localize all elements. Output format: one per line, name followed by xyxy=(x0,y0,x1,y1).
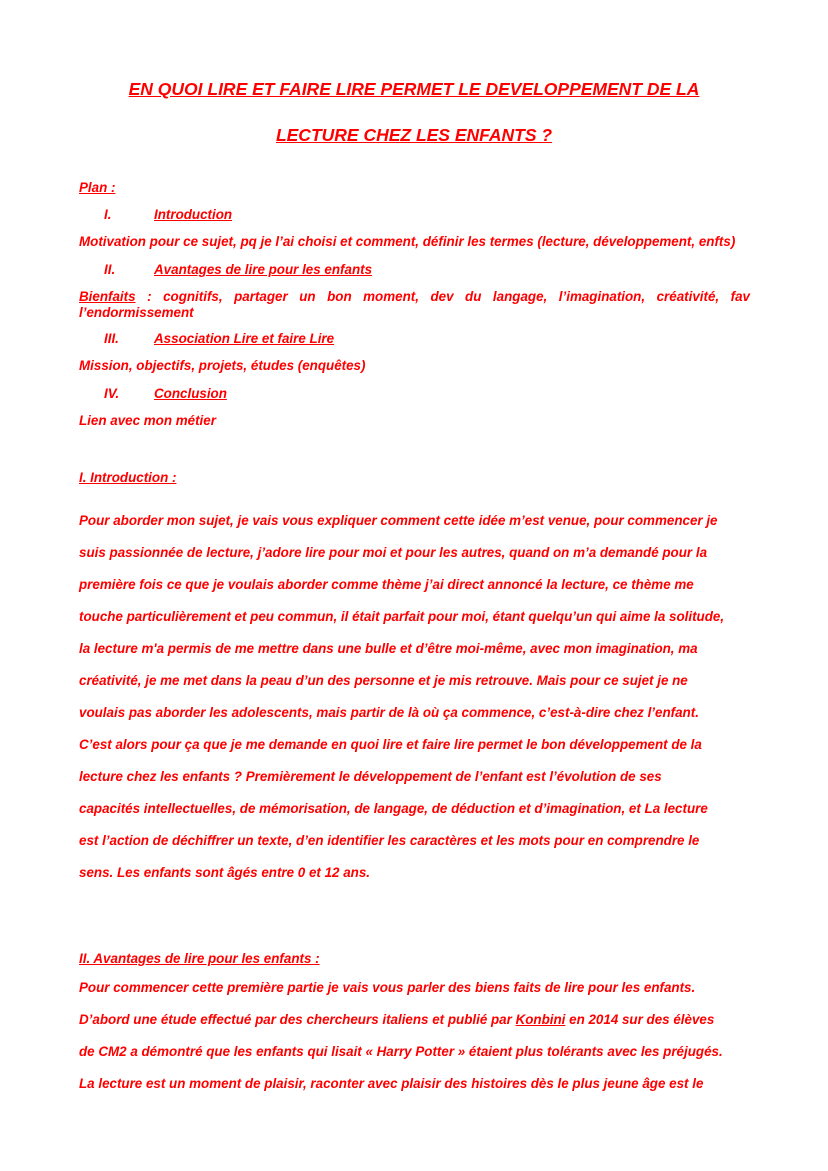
konbini-link: Konbini xyxy=(515,1012,566,1027)
introduction-line: est l’action de déchiffrer un texte, d’en identifier les caractères et les mots pour en comprendre le xyxy=(79,833,700,848)
introduction-line: lecture chez les enfants ? Premièrement le développement de l’enfant est l’évolution de ses xyxy=(79,769,662,784)
plan-title-3: Association Lire et faire Lire xyxy=(154,331,335,346)
introduction-line: première fois ce que je voulais aborder comme thème j’ai direct annoncé la lecture, ce thème me xyxy=(79,577,694,592)
plan-heading: Plan : xyxy=(79,180,116,195)
introduction-heading: I. Introduction : xyxy=(79,470,177,485)
introduction-line: capacités intellectuelles, de mémorisation, de langage, de déduction et d’imagination, et La lecture xyxy=(79,801,708,816)
plan-description-1: Motivation pour ce sujet, pq je l’ai choisi et comment, définir les termes (lecture, développement, enfts) xyxy=(79,234,736,249)
plan-title-2: Avantages de lire pour les enfants xyxy=(154,262,373,277)
advantages-heading: II. Avantages de lire pour les enfants : xyxy=(79,951,320,966)
introduction-line: C’est alors pour ça que je me demande en quoi lire et faire lire permet le bon développement de la xyxy=(79,737,702,752)
plan-title-4: Conclusion xyxy=(154,386,227,401)
document-title-line2: LECTURE CHEZ LES ENFANTS ? xyxy=(275,125,553,145)
plan-number-4: IV. xyxy=(104,386,120,401)
introduction-line: Pour aborder mon sujet, je vais vous expliquer comment cette idée m’est venue, pour commencer je xyxy=(79,513,718,528)
advantages-line: Pour commencer cette première partie je vais vous parler des biens faits de lire pour les enfants. xyxy=(79,980,696,995)
plan-number-3: III. xyxy=(104,331,119,346)
plan-number-2: II. xyxy=(104,262,116,277)
plan-description-3: Mission, objectifs, projets, études (enquêtes) xyxy=(79,358,366,373)
bienfaits-keyword: Bienfaits xyxy=(79,289,136,304)
advantages-line: de CM2 a démontré que les enfants qui lisait « Harry Potter » étaient plus tolérants avec les préjugés. xyxy=(79,1044,723,1059)
plan-description-4: Lien avec mon métier xyxy=(79,413,216,428)
introduction-line: sens. Les enfants sont âgés entre 0 et 12 ans. xyxy=(79,865,370,880)
plan-description-2-line2: l’endormissement xyxy=(79,305,194,320)
plan-title-1: Introduction xyxy=(154,207,233,222)
plan-number-1: I. xyxy=(104,207,112,222)
plan-description-2-rest: : cognitifs, partager un bon moment, dev du langage, l’imagination, créativité, fav xyxy=(147,289,750,304)
advantages-line: D’abord une étude effectué par des chercheurs italiens et publié par Konbini en 2014 sur des élèves xyxy=(79,1012,715,1027)
introduction-line: suis passionnée de lecture, j’adore lire pour moi et pour les autres, quand on m’a demandé pour la xyxy=(79,545,708,560)
plan-description-2-line1 xyxy=(79,289,750,305)
advantages-line: La lecture est un moment de plaisir, raconter avec plaisir des histoires dès le plus jeune âge est le xyxy=(79,1076,704,1091)
introduction-line: la lecture m'a permis de me mettre dans une bulle et d’être moi-même, avec mon imagination, ma xyxy=(79,641,698,656)
introduction-line: touche particulièrement et peu commun, il était parfait pour moi, étant quelqu’un qui aime la solitude, xyxy=(79,609,725,624)
introduction-line: voulais pas aborder les adolescents, mais partir de là où ça commence, c’est-à-dire chez l’enfant. xyxy=(79,705,699,720)
introduction-line: créativité, je me met dans la peau d’un des personne et je mis retrouve. Mais pour ce sujet je ne xyxy=(79,673,688,688)
document-title-line1: EN QUOI LIRE ET FAIRE LIRE PERMET LE DEVELOPPEMENT DE LA xyxy=(128,79,700,99)
